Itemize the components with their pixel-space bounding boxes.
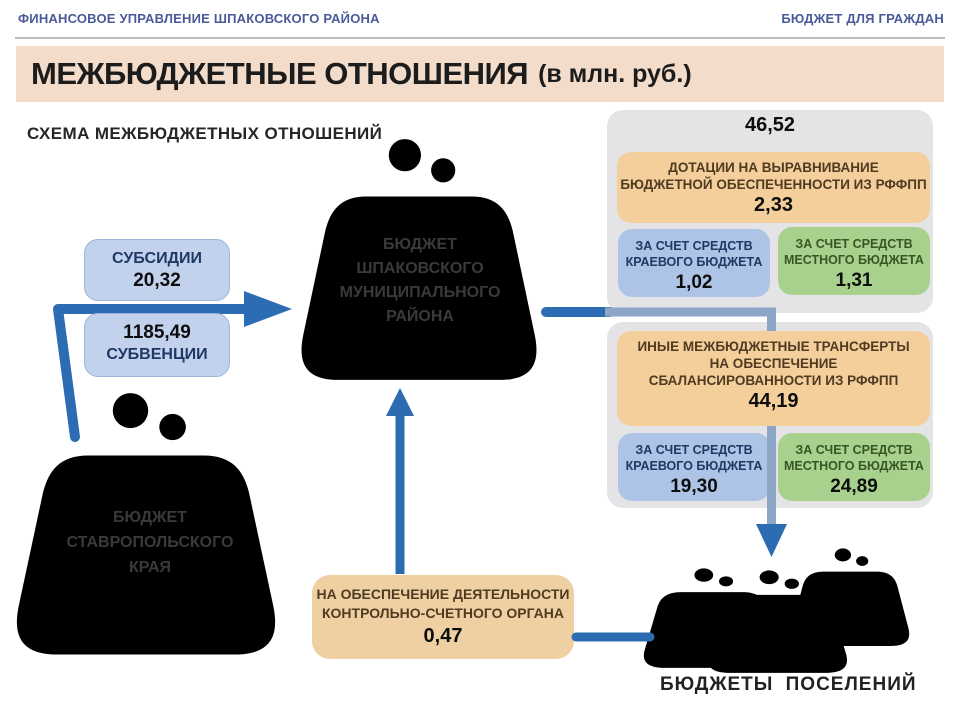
dotations-krai-box xyxy=(618,229,770,297)
transfers-krai-line2: КРАЕВОГО БЮДЖЕТА xyxy=(625,459,763,473)
district-budget-line1: БЮДЖЕТ xyxy=(383,236,457,253)
transfers-krai-line1: ЗА СЧЕТ СРЕДСТВ xyxy=(635,443,753,457)
settlements-arrowhead xyxy=(756,524,787,557)
dotations-krai-value: 1,02 xyxy=(675,272,713,293)
dotations-local-line1: ЗА СЧЕТ СРЕДСТВ xyxy=(795,237,913,251)
dotations-box xyxy=(617,152,930,223)
transfers-local-box xyxy=(778,433,930,501)
header-right-title: БЮДЖЕТ ДЛЯ ГРАЖДАН xyxy=(781,11,944,26)
district-budget-line2: ШПАКОВСКОГО xyxy=(356,260,484,277)
control-body-value: 0,47 xyxy=(423,625,463,647)
dotations-line2: БЮДЖЕТНОЙ ОБЕСПЕЧЕННОСТИ ИЗ РФФПП xyxy=(620,177,927,192)
krai-to-district-arrowhead xyxy=(244,291,292,327)
control-body-line1: НА ОБЕСПЕЧЕНИЕ ДЕЯТЕЛЬНОСТИ xyxy=(316,586,570,602)
transfers-local-value: 24,89 xyxy=(830,476,878,497)
dotations-local-box xyxy=(778,227,930,295)
transfers-local-line2: МЕСТНОГО БЮДЖЕТА xyxy=(784,459,924,473)
krai-budget-line2: СТАВРОПОЛЬСКОГО xyxy=(66,534,234,551)
dotations-krai-line1: ЗА СЧЕТ СРЕДСТВ xyxy=(635,239,753,253)
district-budget-line3: МУНИЦИПАЛЬНОГО xyxy=(339,284,501,301)
control-to-district-arrowhead xyxy=(386,388,414,416)
subventions-box xyxy=(84,313,230,377)
subsidies-label: СУБСИДИИ xyxy=(111,250,203,267)
transfers-line3: СБАЛАНСИРОВАННОСТИ ИЗ РФФПП xyxy=(648,373,899,388)
scheme-label: СХЕМА МЕЖБЮДЖЕТНЫХ ОТНОШЕНИЙ xyxy=(27,124,383,143)
krai-budget-line3: КРАЯ xyxy=(128,559,172,576)
transfers-line2: НА ОБЕСПЕЧЕНИЕ xyxy=(709,356,838,371)
settlement-purse-icon-right xyxy=(784,548,916,648)
transfers-value: 44,19 xyxy=(748,390,799,412)
transfers-box xyxy=(617,331,930,426)
transfers-local-line1: ЗА СЧЕТ СРЕДСТВ xyxy=(795,443,913,457)
subsidies-value: 20,32 xyxy=(133,270,181,291)
settlements-label: БЮДЖЕТЫ ПОСЕЛЕНИЙ xyxy=(660,674,917,695)
dotations-local-value: 1,31 xyxy=(835,270,873,291)
page-title: МЕЖБЮДЖЕТНЫЕ ОТНОШЕНИЯ xyxy=(31,56,529,91)
dotations-line1: ДОТАЦИИ НА ВЫРАВНИВАНИЕ xyxy=(668,160,879,175)
page-title-bar xyxy=(16,46,944,102)
transfers-line1: ИНЫЕ МЕЖБЮДЖЕТНЫЕ ТРАНСФЕРТЫ xyxy=(637,339,910,354)
district-budget-label xyxy=(320,233,520,329)
control-body-box xyxy=(312,575,574,659)
control-body-line2: КОНТРОЛЬНО-СЧЕТНОГО ОРГАНА xyxy=(322,605,564,621)
krai-budget-label xyxy=(55,505,245,580)
transfers-krai-box xyxy=(618,433,770,501)
transfers-krai-value: 19,30 xyxy=(670,476,718,497)
district-budget-line4: РАЙОНА xyxy=(386,308,454,325)
dotations-value: 2,33 xyxy=(754,194,793,216)
subventions-label: СУБВЕНЦИИ xyxy=(106,346,208,363)
header-left-title: ФИНАНСОВОЕ УПРАВЛЕНИЕ ШПАКОВСКОГО РАЙОНА xyxy=(18,11,380,26)
settlements-total-value: 46,52 xyxy=(744,114,796,136)
page-title-units: (в млн. руб.) xyxy=(538,59,692,88)
subventions-value: 1185,49 xyxy=(123,322,191,343)
subsidies-box xyxy=(84,239,230,301)
krai-budget-line1: БЮДЖЕТ xyxy=(113,509,187,526)
header-divider xyxy=(15,37,945,39)
dotations-local-line2: МЕСТНОГО БЮДЖЕТА xyxy=(784,253,924,267)
dotations-krai-line2: КРАЕВОГО БЮДЖЕТА xyxy=(625,255,763,269)
